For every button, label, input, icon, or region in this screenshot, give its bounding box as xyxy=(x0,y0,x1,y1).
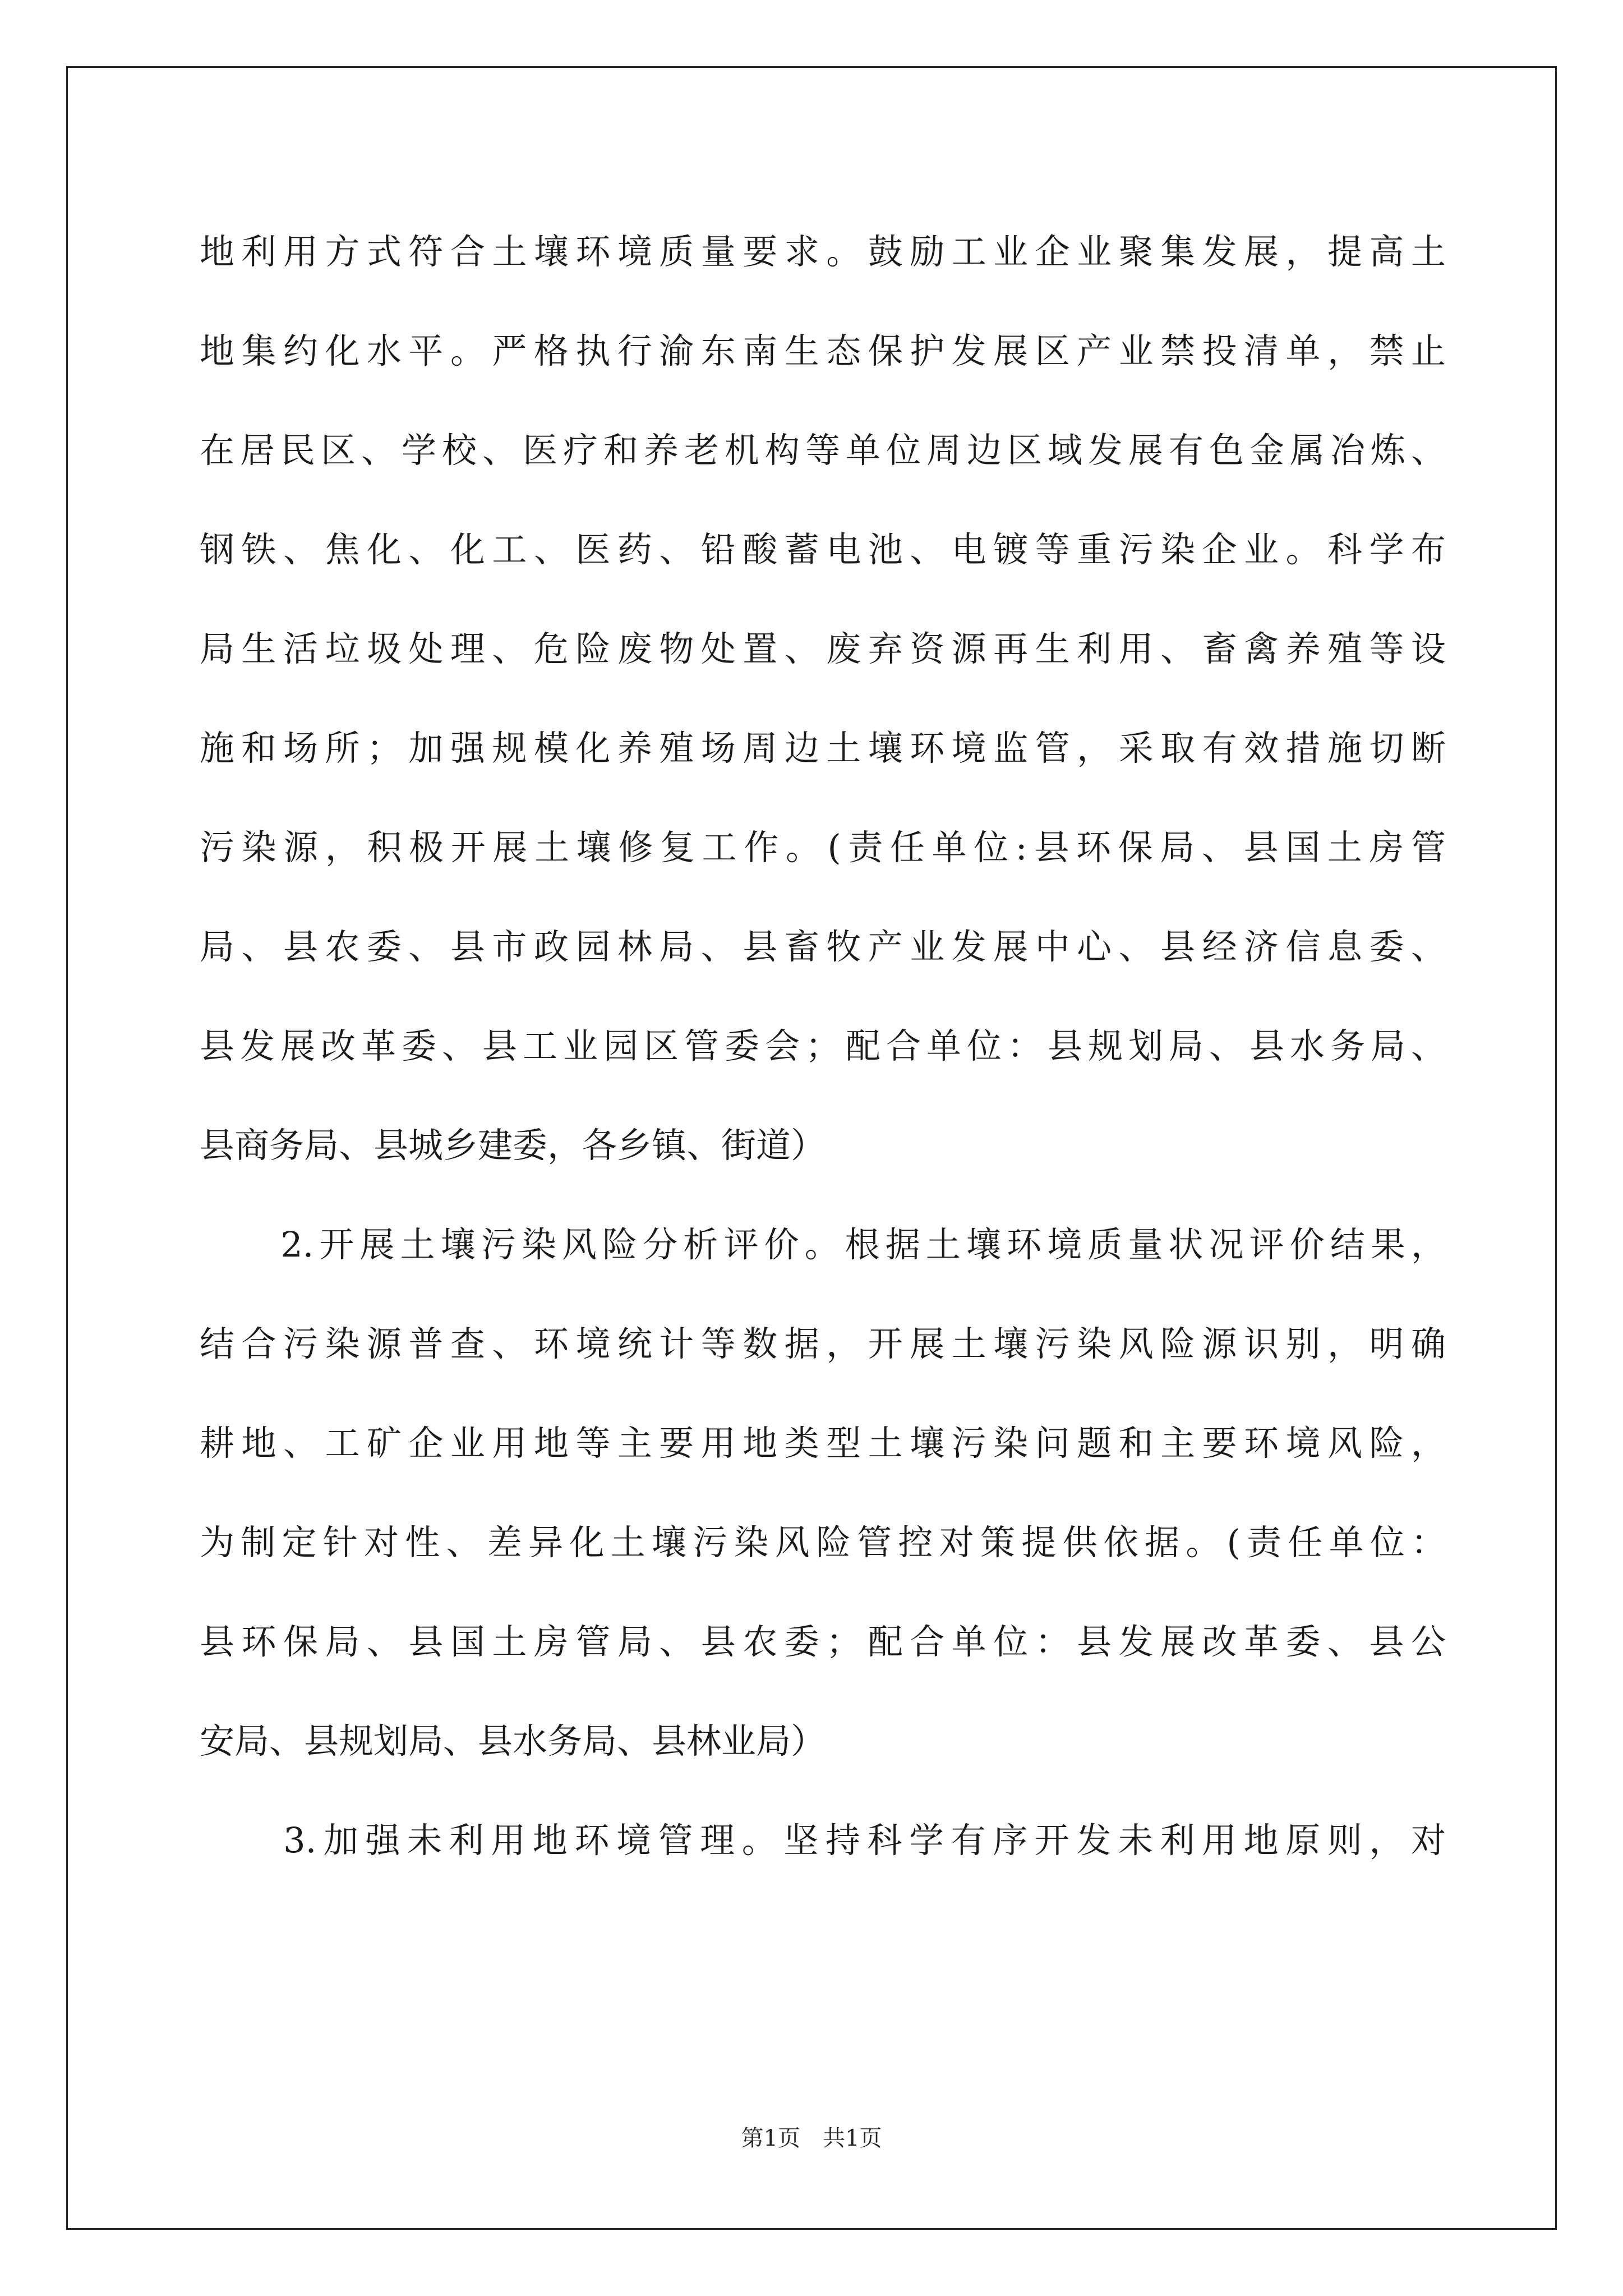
text-line: 施和场所；加强规模化养殖场周边土壤环境监管，采取有效措施切断 xyxy=(200,728,1446,769)
text-line: 县环保局、县国土房管局、县农委；配合单位：县发展改革委、县公 xyxy=(200,1621,1446,1662)
text-line: 地利用方式符合土壤环境质量要求。鼓励工业企业聚集发展，提高土 xyxy=(200,231,1446,272)
text-line: 结合污染源普查、环境统计等数据，开展土壤污染风险源识别，明确 xyxy=(200,1323,1446,1364)
text-line: 在居民区、学校、医疗和养老机构等单位周边区域发展有色金属冶炼、 xyxy=(200,430,1446,471)
text-line: 污染源，积极开展土壤修复工作。(责任单位:县环保局、县国土房管 xyxy=(200,827,1446,868)
text-line: 为制定针对性、差异化土壤污染风险管控对策提供依据。(责任单位： xyxy=(200,1522,1446,1563)
text-line: 2.开展土壤污染风险分析评价。根据土壤环境质量状况评价结果， xyxy=(200,1224,1446,1265)
text-line: 局生活垃圾处理、危险废物处置、废弃资源再生利用、畜禽养殖等设 xyxy=(200,628,1446,669)
text-line: 局、县农委、县市政园林局、县畜牧产业发展中心、县经济信息委、 xyxy=(200,926,1446,967)
text-line: 3.加强未利用地环境管理。坚持科学有序开发未利用地原则，对 xyxy=(200,1820,1446,1861)
text-line: 耕地、工矿企业用地等主要用地类型土壤污染问题和主要环境风险， xyxy=(200,1423,1446,1464)
text-line: 安局、县规划局、县水务局、县林业局） xyxy=(200,1720,826,1761)
text-line: 县商务局、县城乡建委，各乡镇、街道） xyxy=(200,1125,826,1166)
text-line: 地集约化水平。严格执行渝东南生态保护发展区产业禁投清单，禁止 xyxy=(200,330,1446,371)
page-footer: 第1页 共1页 xyxy=(741,2125,882,2151)
document-body xyxy=(200,202,1446,1890)
text-line: 县发展改革委、县工业园区管委会；配合单位：县规划局、县水务局、 xyxy=(200,1025,1446,1066)
text-line: 钢铁、焦化、化工、医药、铅酸蓄电池、电镀等重污染企业。科学布 xyxy=(200,529,1446,570)
